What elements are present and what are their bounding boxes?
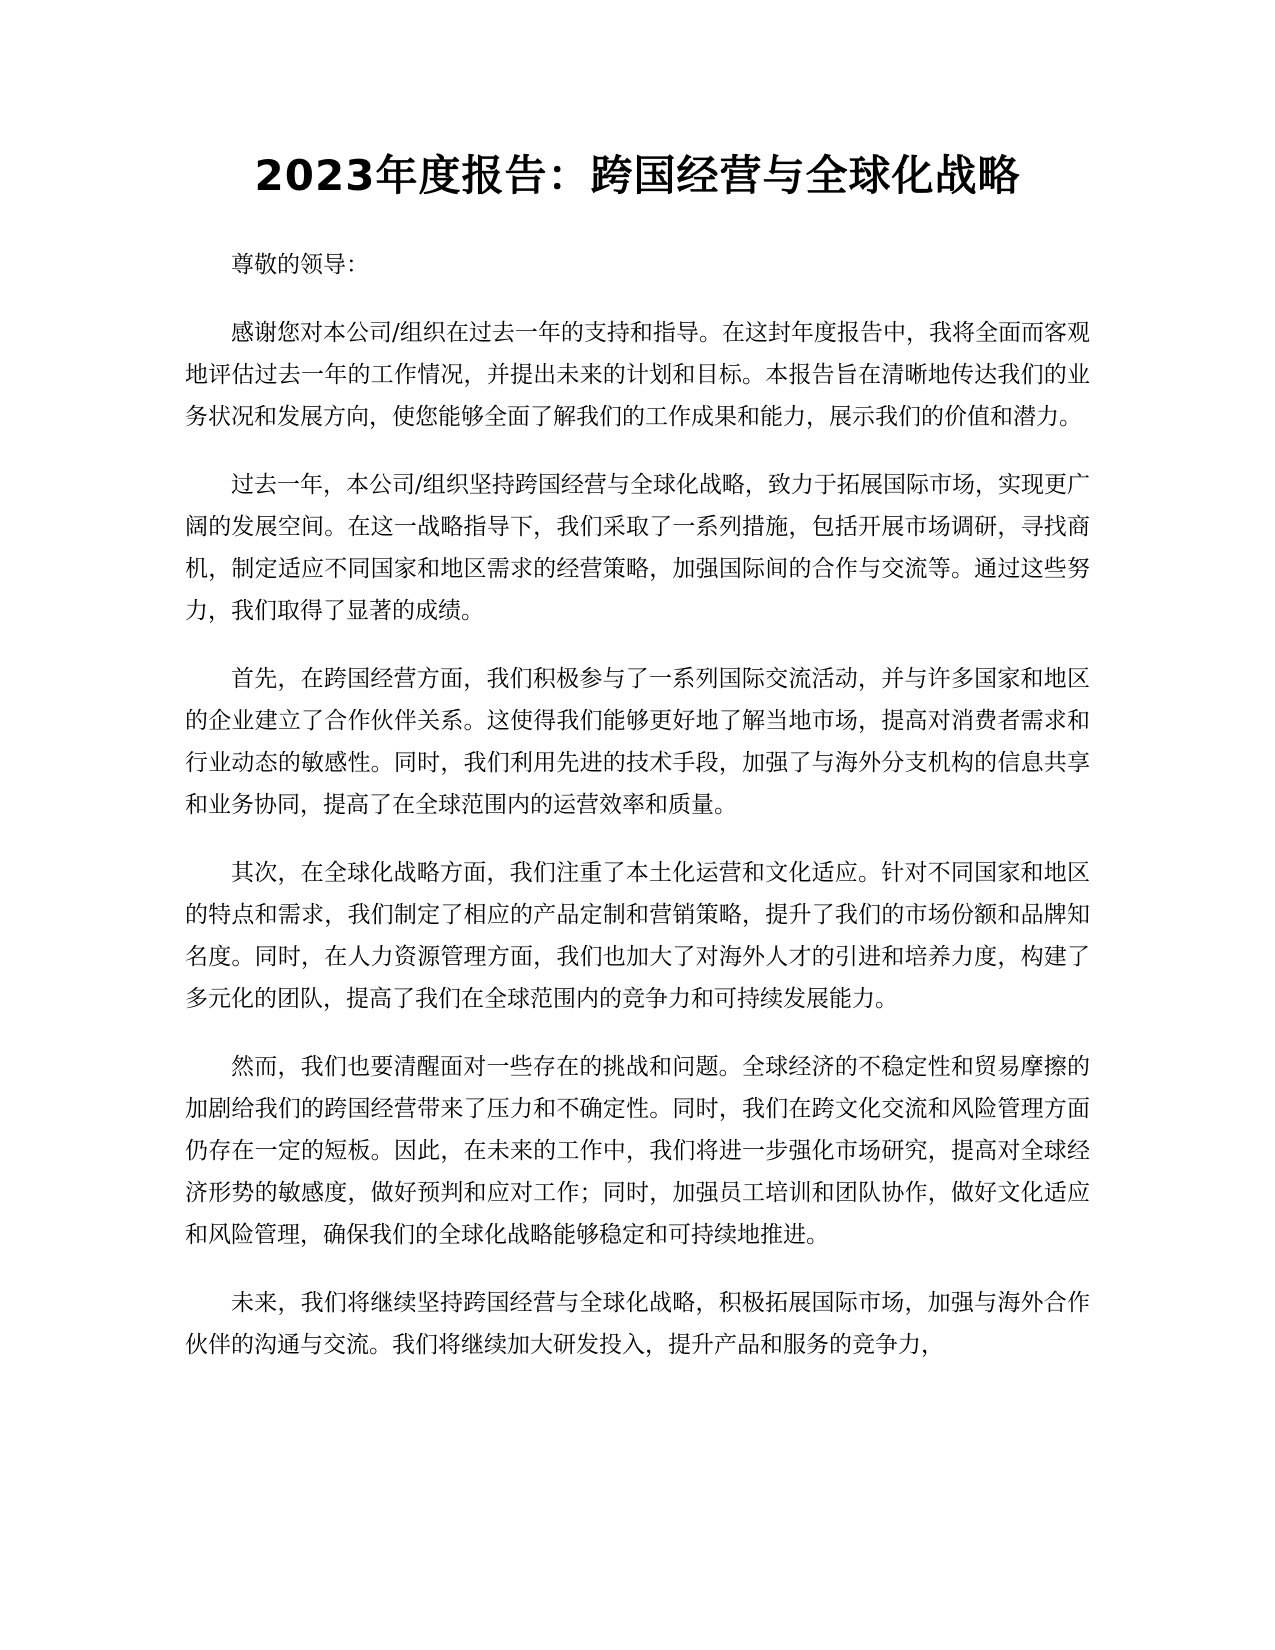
paragraph: 首先，在跨国经营方面，我们积极参与了一系列国际交流活动，并与许多国家和地区的企业建立了合作伙伴关系。这使得我们能够更好地了解当地市场，提高对消费者需求和行业动态的敏感性。同时，我们利用先进的技术手段，加强了与海外分支机构的信息共享和业务协同，提高了在全球范围内的运营效率和质量。 — [185, 666, 1090, 818]
paragraph: 然而，我们也要清醒面对一些存在的挑战和问题。全球经济的不稳定性和贸易摩擦的加剧给我们的跨国经营带来了压力和不确定性。同时，我们在跨文化交流和风险管理方面仍存在一定的短板。因此，在未来的工作中，我们将进一步强化市场研究，提高对全球经济形势的敏感度，做好预判和应对工作；同时，加强员工培训和团队协作，做好文化适应和风险管理，确保我们的全球化战略能够稳定和可持续地推进。 — [185, 1054, 1090, 1248]
document-title: 2023年度报告：跨国经营与全球化战略 — [254, 151, 1021, 200]
salutation: 尊敬的领导： — [231, 252, 369, 278]
paragraph: 其次，在全球化战略方面，我们注重了本土化运营和文化适应。针对不同国家和地区的特点和需求，我们制定了相应的产品定制和营销策略，提升了我们的市场份额和品牌知名度。同时，在人力资源管理方面，我们也加大了对海外人才的引进和培养力度，构建了多元化的团队，提高了我们在全球范围内的竞争力和可持续发展能力。 — [185, 860, 1090, 1012]
paragraph: 过去一年，本公司/组织坚持跨国经营与全球化战略，致力于拓展国际市场，实现更广阔的发展空间。在这一战略指导下，我们采取了一系列措施，包括开展市场调研，寻找商机，制定适应不同国家和地区需求的经营策略，加强国际间的合作与交流等。通过这些努力，我们取得了显著的成绩。 — [185, 472, 1090, 624]
document-body — [185, 244, 1090, 1392]
paragraph: 未来，我们将继续坚持跨国经营与全球化战略，积极拓展国际市场，加强与海外合作伙伴的沟通与交流。我们将继续加大研发投入，提升产品和服务的竞争力， — [185, 1290, 1090, 1358]
paragraph: 感谢您对本公司/组织在过去一年的支持和指导。在这封年度报告中，我将全面而客观地评估过去一年的工作情况，并提出未来的计划和目标。本报告旨在清晰地传达我们的业务状况和发展方向，使您能够全面了解我们的工作成果和能力，展示我们的价值和潜力。 — [185, 320, 1090, 430]
